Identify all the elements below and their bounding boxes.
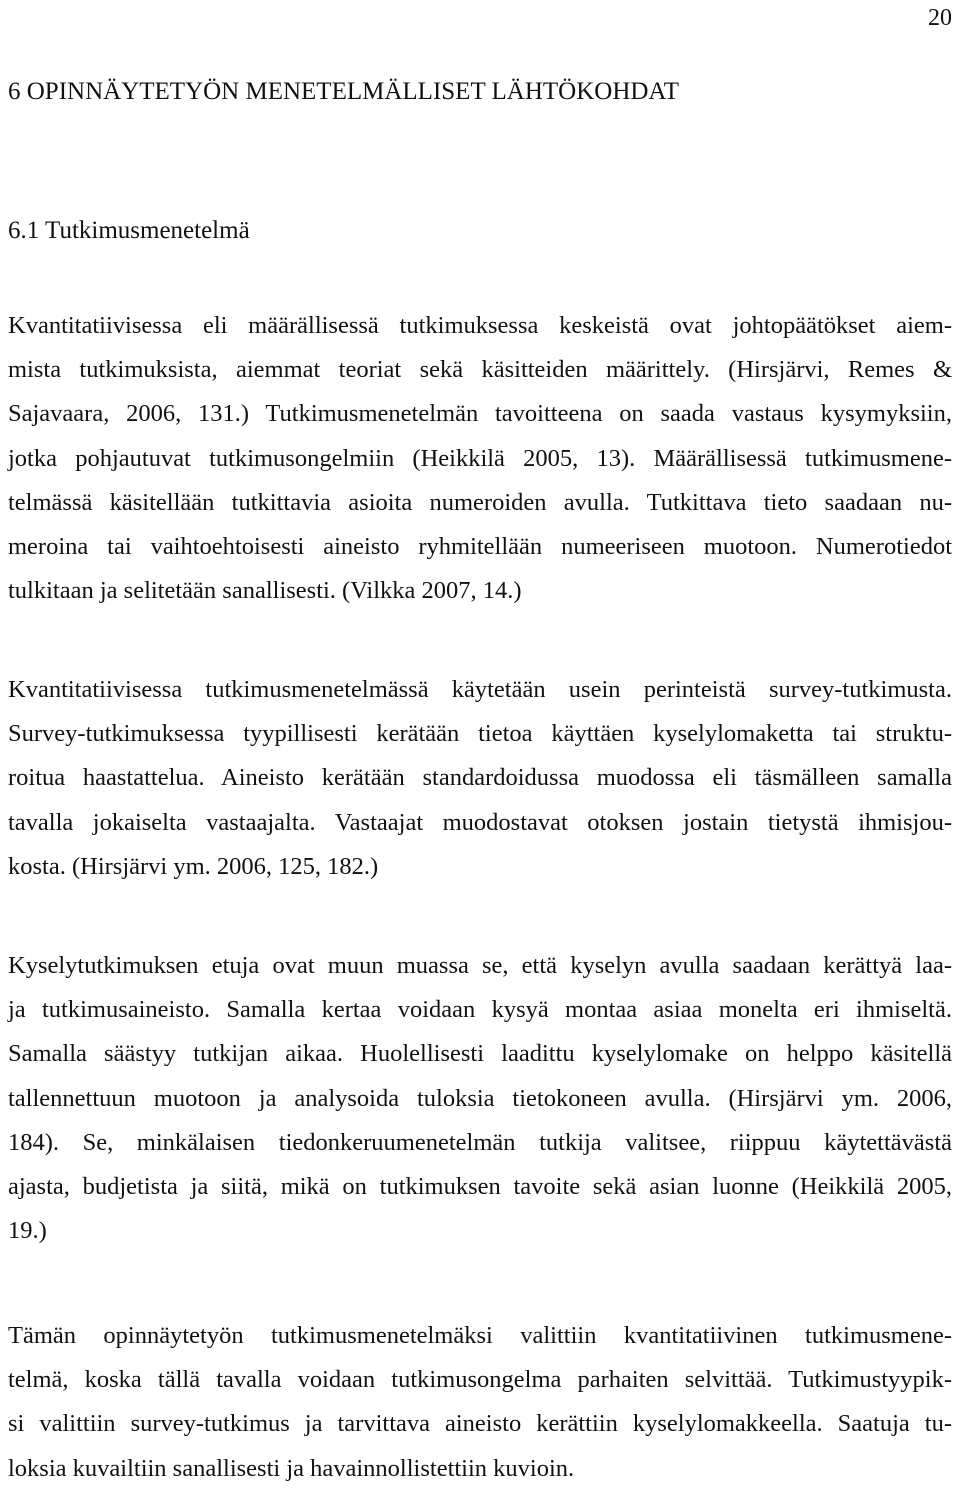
text-line: telmässä käsitellään tutkittavia asioita numeroiden avulla. Tutkittava tieto saadaan nu- — [8, 488, 952, 516]
text-line: meroina tai vaihtoehtoisesti aineisto ryhmitellään numeeriseen muotoon. Numerotiedot — [8, 533, 952, 561]
text-line: tallennettuun muotoon ja analysoida tuloksia tietokoneen avulla. (Hirsjärvi ym. 2006, — [8, 1084, 952, 1112]
chapter-heading: 6 OPINNÄYTETYÖN MENETELMÄLLISET LÄHTÖKOHDAT — [8, 78, 679, 105]
text-line: Samalla säästyy tutkijan aikaa. Huolellisesti laadittu kyselylomake on helppo käsitellä — [8, 1040, 952, 1068]
text-line: Sajavaara, 2006, 131.) Tutkimusmenetelmän tavoitteena on saada vastaus kysymyksiin, — [8, 400, 952, 428]
text-line: ja tutkimusaineisto. Samalla kertaa voidaan kysyä montaa asiaa monelta eri ihmiseltä. — [8, 996, 952, 1024]
text-line: Kyselytutkimuksen etuja ovat muun muassa se, että kyselyn avulla saadaan kerättyä laa- — [8, 952, 952, 979]
text-line: jotka pohjautuvat tutkimusongelmiin (Heikkilä 2005, 13). Määrällisessä tutkimusmene- — [8, 444, 952, 472]
text-line: telmä, koska tällä tavalla voidaan tutkimusongelma parhaiten selvittää. Tutkimustyypik- — [8, 1366, 952, 1394]
text-line: 19.) — [8, 1217, 47, 1245]
text-line: si valittiin survey-tutkimus ja tarvittava aineisto kerättiin kyselylomakkeella. Saatuja tu- — [8, 1410, 952, 1438]
text-line: tavalla jokaiselta vastaajalta. Vastaajat muodostavat otoksen jostain tietystä ihmisjou- — [8, 808, 952, 836]
text-line: Survey-tutkimuksessa tyypillisesti kerätään tietoa käyttäen kyselylomaketta tai struktu- — [8, 720, 952, 748]
paragraph-chosen-method — [8, 1314, 952, 1491]
text-line: tulkitaan ja selitetään sanallisesti. (Vilkka 2007, 14.) — [8, 577, 522, 605]
paragraph-questionnaire-benefits — [8, 944, 952, 1253]
text-line: 184). Se, minkälaisen tiedonkeruumenetelmän tutkija valitsee, riippuu käytettävästä — [8, 1128, 952, 1156]
text-line: Kvantitatiivisessa tutkimusmenetelmässä käytetään usein perinteistä survey-tutkimusta. — [8, 676, 952, 703]
text-line: roitua haastattelua. Aineisto kerätään standardoidussa muodossa eli täsmälleen samalla — [8, 764, 952, 792]
text-line: mista tutkimuksista, aiemmat teoriat sekä käsitteiden määrittely. (Hirsjärvi, Remes & — [8, 356, 952, 384]
paragraph-survey — [8, 668, 952, 889]
text-line: ajasta, budjetista ja siitä, mikä on tutkimuksen tavoite sekä asian luonne (Heikkilä 2005, — [8, 1173, 952, 1201]
section-heading: 6.1 Tutkimusmenetelmä — [8, 217, 250, 244]
text-line: loksia kuvailtiin sanallisesti ja havainnollistettiin kuvioin. — [8, 1454, 575, 1482]
text-line: kosta. (Hirsjärvi ym. 2006, 125, 182.) — [8, 852, 379, 880]
text-line: Tämän opinnäytetyön tutkimusmenetelmäksi valittiin kvantitatiivinen tutkimusmene- — [8, 1322, 952, 1349]
paragraph-methodology — [8, 304, 952, 613]
text-line: Kvantitatiivisessa eli määrällisessä tutkimuksessa keskeistä ovat johtopäätökset aiem- — [8, 312, 952, 339]
page-number: 20 — [928, 5, 952, 31]
